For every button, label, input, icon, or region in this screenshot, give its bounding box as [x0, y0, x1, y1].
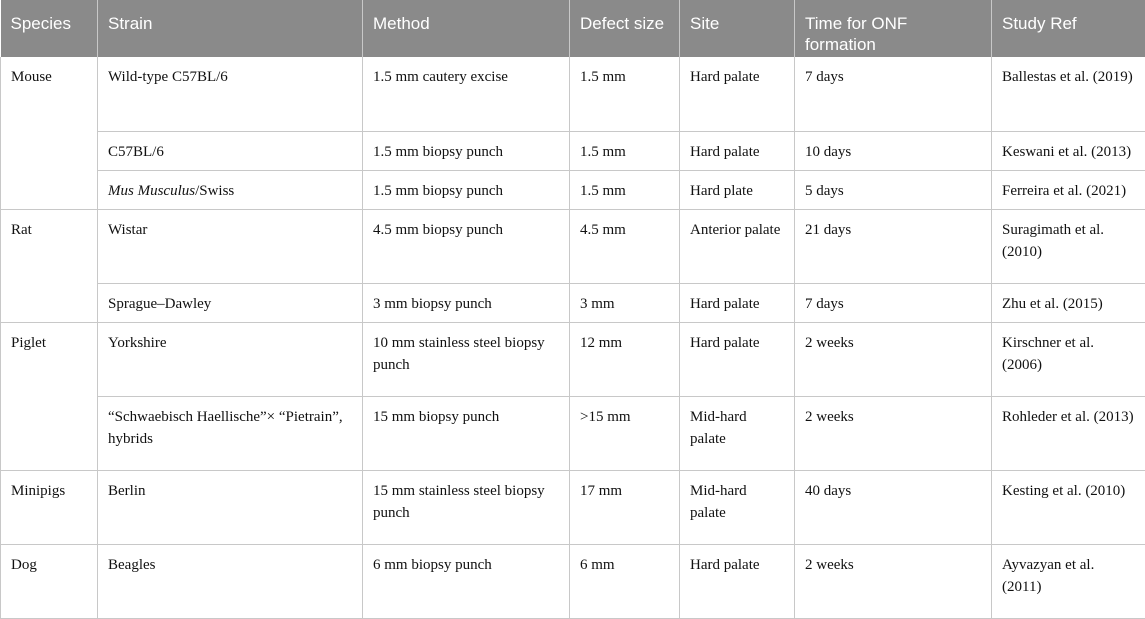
site-cell: Hard palate [680, 544, 795, 618]
table-row [1, 396, 1145, 470]
species-cell: Minipigs [1, 470, 98, 544]
strain-rest-text: /Swiss [195, 183, 234, 199]
study-ref-cell: Ayvazyan et al. (2011) [992, 544, 1145, 618]
defect-size-cell: 1.5 mm [570, 57, 680, 131]
species-cell: Mouse [1, 57, 98, 209]
strain-cell: Berlin [98, 470, 363, 544]
strain-cell: Beagles [98, 544, 363, 618]
strain-cell: Wild-type C57BL/6 [98, 57, 363, 131]
time-cell: 7 days [795, 283, 992, 322]
defect-size-cell: 17 mm [570, 470, 680, 544]
time-cell: 40 days [795, 470, 992, 544]
table-row [1, 131, 1145, 170]
header-site: Site [680, 0, 795, 57]
method-cell: 1.5 mm biopsy punch [363, 131, 570, 170]
site-cell: Hard palate [680, 322, 795, 396]
table-row [1, 170, 1145, 209]
site-cell: Hard palate [680, 57, 795, 131]
strain-italic-text: Mus Musculus [108, 183, 195, 199]
header-strain: Strain [98, 0, 363, 57]
method-cell: 10 mm stainless steel biopsy punch [363, 322, 570, 396]
site-cell: Mid-hard palate [680, 470, 795, 544]
method-cell: 6 mm biopsy punch [363, 544, 570, 618]
table-row [1, 283, 1145, 322]
header-row [1, 0, 1145, 57]
study-ref-cell: Kirschner et al. (2006) [992, 322, 1145, 396]
study-ref-cell: Keswani et al. (2013) [992, 131, 1145, 170]
time-cell: 10 days [795, 131, 992, 170]
defect-size-cell: 4.5 mm [570, 209, 680, 283]
header-species: Species [1, 0, 98, 57]
study-ref-cell: Ferreira et al. (2021) [992, 170, 1145, 209]
method-cell: 3 mm biopsy punch [363, 283, 570, 322]
time-cell: 7 days [795, 57, 992, 131]
table-row [1, 57, 1145, 131]
header-method: Method [363, 0, 570, 57]
site-cell: Hard palate [680, 283, 795, 322]
species-cell: Dog [1, 544, 98, 618]
site-cell: Mid-hard palate [680, 396, 795, 470]
defect-size-cell: 3 mm [570, 283, 680, 322]
species-cell: Piglet [1, 322, 98, 470]
time-cell: 2 weeks [795, 322, 992, 396]
time-cell: 2 weeks [795, 544, 992, 618]
time-cell: 21 days [795, 209, 992, 283]
header-study-ref: Study Ref [992, 0, 1145, 57]
strain-cell: Yorkshire [98, 322, 363, 396]
table-row [1, 544, 1145, 618]
site-cell: Anterior palate [680, 209, 795, 283]
species-cell: Rat [1, 209, 98, 322]
table-row [1, 209, 1145, 283]
study-ref-cell: Rohleder et al. (2013) [992, 396, 1145, 470]
method-cell: 15 mm stainless steel biopsy punch [363, 470, 570, 544]
study-ref-cell: Zhu et al. (2015) [992, 283, 1145, 322]
method-cell: 1.5 mm biopsy punch [363, 170, 570, 209]
table-row [1, 322, 1145, 396]
study-ref-cell: Ballestas et al. (2019) [992, 57, 1145, 131]
table-row [1, 470, 1145, 544]
strain-cell: C57BL/6 [98, 131, 363, 170]
method-cell: 1.5 mm cautery excise [363, 57, 570, 131]
defect-size-cell: 1.5 mm [570, 131, 680, 170]
strain-cell: “Schwaebisch Haellische”× “Pietrain”, hybrids [98, 396, 363, 470]
strain-cell: Wistar [98, 209, 363, 283]
header-defect-size: Defect size [570, 0, 680, 57]
strain-cell [98, 170, 363, 209]
method-cell: 15 mm biopsy punch [363, 396, 570, 470]
study-ref-cell: Suragimath et al. (2010) [992, 209, 1145, 283]
defect-size-cell: 6 mm [570, 544, 680, 618]
study-ref-cell: Kesting et al. (2010) [992, 470, 1145, 544]
site-cell: Hard plate [680, 170, 795, 209]
time-cell: 2 weeks [795, 396, 992, 470]
defect-size-cell: 12 mm [570, 322, 680, 396]
time-cell: 5 days [795, 170, 992, 209]
defect-size-cell: 1.5 mm [570, 170, 680, 209]
defect-size-cell: >15 mm [570, 396, 680, 470]
strain-cell: Sprague–Dawley [98, 283, 363, 322]
method-cell: 4.5 mm biopsy punch [363, 209, 570, 283]
site-cell: Hard palate [680, 131, 795, 170]
header-time-for-onf: Time for ONF formation [795, 0, 992, 57]
